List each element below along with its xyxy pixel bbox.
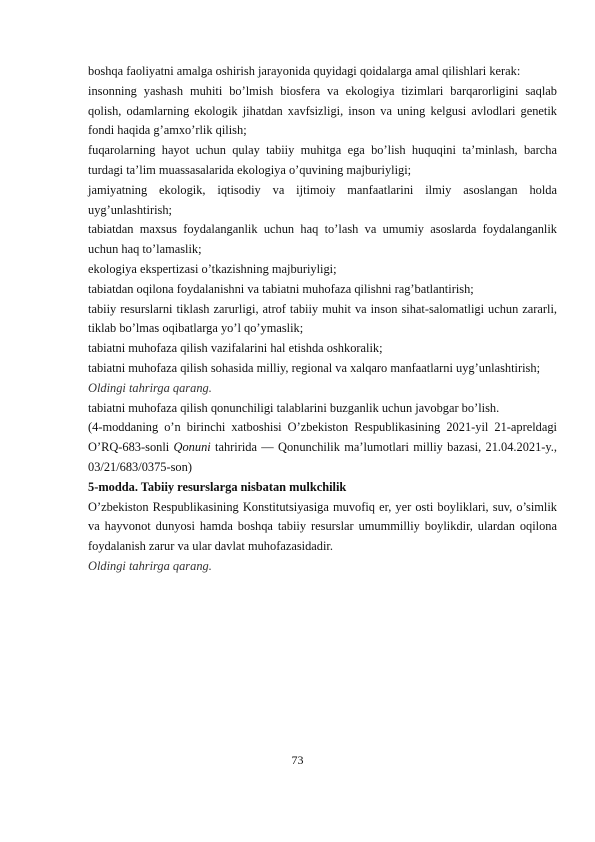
liability-principle: tabiatni muhofaza qilish qonunchiligi talablarini buzganlik uchun javobgar bo’lish. xyxy=(88,400,500,415)
page-number: 73 xyxy=(291,753,304,767)
principle-item: tabiatdan maxsus foydalanganlik uchun haq to’lash va umumiy asoslarda foydalanganlik uchun haq to’lamaslik; xyxy=(88,222,557,257)
article-heading: 5-modda. Tabiiy resurslarga nisbatan mulkchilik xyxy=(88,479,347,494)
previous-edition-link[interactable]: Oldingi tahrirga qarang. xyxy=(88,558,212,573)
principle-item: tabiatdan oqilona foydalanishni va tabiatni muhofaza qilishni rag’batlantirish; xyxy=(88,281,474,296)
amendment-text-before: (4-moddaning o’n birinchi xatboshisi O’zbekiston Respublikasining 2021-yil 21-apreldagi O’RQ-683-sonli xyxy=(88,420,557,455)
principle-item: tabiatni muhofaza qilish sohasida milliy, regional va xalqaro manfaatlarni uyg’unlashtirish; xyxy=(88,360,541,375)
amendment-note xyxy=(88,418,557,477)
principle-item: fuqarolarning hayot uchun qulay tabiiy muhitga ega bo’lish huquqini ta’minlash, barcha turdagi ta’lim muassasalarida ekologiya o’quvining majburiyligi; xyxy=(88,143,557,177)
principle-item: tabiatni muhofaza qilish vazifalarini hal etishda oshkoralik; xyxy=(88,341,383,356)
principle-item: tabiiy resurslarni tiklash zarurligi, atrof tabiiy muhit va inson sihat-salomatligi uchun zararli, tiklab bo’lmas oqibatlarga yo’l qo’ymaslik; xyxy=(88,301,557,336)
law-link[interactable]: Qonuni xyxy=(173,440,211,455)
principle-item: jamiyatning ekologik, iqtisodiy va ijtimoiy manfaatlarini ilmiy asoslangan holda uyg’unlashtirish; xyxy=(88,182,557,217)
principle-item: ekologiya ekspertizasi o’tkazishning majburiyligi; xyxy=(88,261,337,276)
principle-item: insonning yashash muhiti bo’lmish biosfera va ekologiya tizimlari barqarorligini saqlab qolish, odamlarning ekologik jihatdan xavfsizligi, inson va uning kelgusi avlodlari genetik fondi haqida g’amxo’rlik qilish; xyxy=(88,83,557,138)
previous-edition-link[interactable]: Oldingi tahrirga qarang. xyxy=(88,380,212,395)
document-body xyxy=(88,62,557,577)
amendment-text-after: tahririda — Qonunchilik ma’lumotlari milliy bazasi, 21.04.2021-y., 03/21/683/0375-son) xyxy=(88,440,557,474)
article-text: O’zbekiston Respublikasining Konstitutsiyasiga muvofiq er, yer osti boyliklari, suv, o’simlik va hayvonot dunyosi hamda boshqa tabiiy resurslar umummilliy boylikdir, ulardan oqilona foydalanish zarur va ular davlat muhofazasidadir. xyxy=(88,499,557,554)
intro-paragraph: boshqa faoliyatni amalga oshirish jarayonida quyidagi qoidalarga amal qilishlari kerak: xyxy=(88,64,521,78)
